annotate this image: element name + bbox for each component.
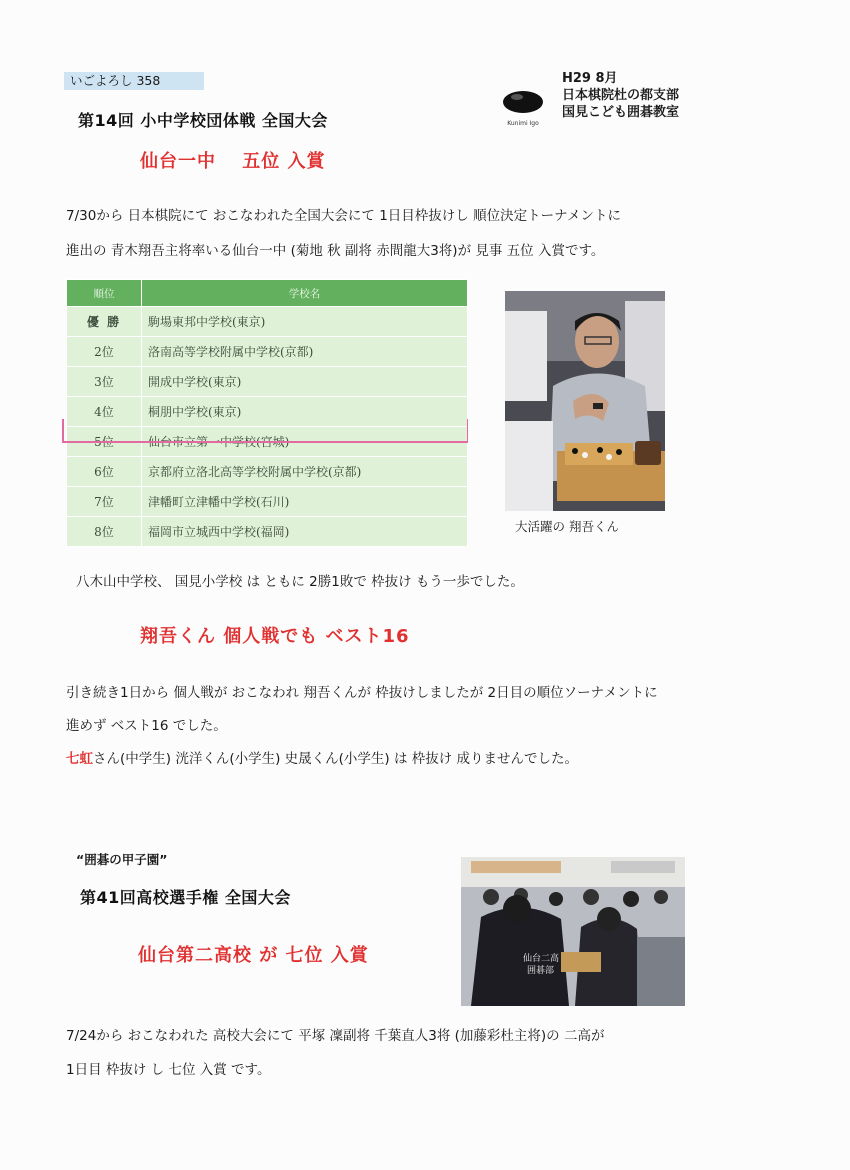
table-header-row bbox=[67, 280, 468, 307]
individual-heading: 翔吾くん 個人戦でも ベスト16 bbox=[140, 626, 410, 647]
go-stone-logo bbox=[498, 88, 548, 128]
photo-caption: 大活躍の 翔吾くん bbox=[515, 519, 619, 534]
rank-cell: 8位 bbox=[67, 517, 142, 547]
rank-cell: 7位 bbox=[67, 487, 142, 517]
jacket-text-1: 仙台二高 bbox=[523, 954, 560, 964]
rank-cell: 優 勝 bbox=[67, 307, 142, 337]
individual-line-1: 引き続き1日から 個人戦が おこなわれ 翔吾くんが 枠抜けしましたが 2日目の順位ソーナメントに bbox=[66, 685, 658, 701]
rank-cell: 2位 bbox=[67, 337, 142, 367]
org-branch: 日本棋院杜の都支部 bbox=[562, 88, 680, 103]
result-heading: 仙台一中 五位 入賞 bbox=[140, 151, 326, 172]
school-cell: 駒場東邦中学校(東京) bbox=[142, 307, 468, 337]
intro-line-1: 7/30から 日本棋院にて おこなわれた全国大会にて 1日目枠抜けし 順位決定トーナメントに bbox=[66, 208, 622, 224]
school-cell: 京都府立洛北高等学校附属中学校(京都) bbox=[142, 457, 468, 487]
school-cell: 津幡町立津幡中学校(石川) bbox=[142, 487, 468, 517]
table-row bbox=[67, 397, 468, 427]
team-note: 八木山中学校、 国見小学校 は ともに 2勝1敗で 枠抜け もう一歩でした。 bbox=[76, 574, 524, 590]
school-cell: 福岡市立城西中学校(福岡) bbox=[142, 517, 468, 547]
student-photo bbox=[505, 291, 665, 511]
table-row bbox=[67, 487, 468, 517]
school-header: 学校名 bbox=[142, 280, 468, 307]
highschool-line-1: 7/24から おこなわれた 高校大会にて 平塚 凜副将 千葉直人3将 (加藤彩杜主将)の 二高が bbox=[66, 1028, 605, 1044]
individual-line-2: 進めず ベスト16 でした。 bbox=[66, 718, 227, 734]
table-row bbox=[67, 517, 468, 547]
individual-line-3-rest: さん(中学生) 洸洋くん(小学生) 史晟くん(小学生) は 枠抜け 成りませんでした。 bbox=[93, 751, 579, 767]
school-cell: 仙台市立第一中学校(宮城) bbox=[142, 427, 468, 457]
highschool-photo bbox=[461, 857, 685, 1006]
results-table bbox=[66, 279, 468, 547]
rank-cell: 5位 bbox=[67, 427, 142, 457]
table-row bbox=[67, 337, 468, 367]
organization-block bbox=[562, 70, 679, 121]
school-cell: 洛南高等学校附属中学校(京都) bbox=[142, 337, 468, 367]
highschool-line-2: 1日目 枠抜け し 七位 入賞 です。 bbox=[66, 1062, 271, 1078]
table-row bbox=[67, 457, 468, 487]
intro-line-2: 進出の 青木翔吾主将率いる仙台一中 (菊地 秋 副将 赤間龍大3将)が 見事 五位 入賞です。 bbox=[66, 243, 605, 259]
newsletter-badge: いごよろし 358 bbox=[64, 72, 204, 90]
highschool-result: 仙台第二高校 が 七位 入賞 bbox=[138, 945, 369, 966]
rank-cell: 4位 bbox=[67, 397, 142, 427]
rank-header: 順位 bbox=[67, 280, 142, 307]
logo-text: Kunimi Igo bbox=[507, 120, 539, 127]
school-cell: 桐朋中学校(東京) bbox=[142, 397, 468, 427]
school-cell: 開成中学校(東京) bbox=[142, 367, 468, 397]
table-row bbox=[67, 307, 468, 337]
table-row bbox=[67, 367, 468, 397]
jacket-text-2: 囲碁部 bbox=[527, 966, 555, 976]
org-school: 国見こども囲碁教室 bbox=[562, 105, 680, 120]
org-date: H29 8月 bbox=[562, 71, 618, 86]
highschool-title: 第41回高校選手権 全国大会 bbox=[80, 888, 291, 907]
table-row bbox=[67, 427, 468, 457]
page-title: 第14回 小中学校団体戦 全国大会 bbox=[78, 111, 328, 130]
individual-line-3 bbox=[66, 747, 578, 767]
highlighted-name: 七虹 bbox=[66, 751, 93, 767]
section-kicker: “囲碁の甲子園” bbox=[76, 852, 168, 867]
rank-cell: 6位 bbox=[67, 457, 142, 487]
rank-cell: 3位 bbox=[67, 367, 142, 397]
